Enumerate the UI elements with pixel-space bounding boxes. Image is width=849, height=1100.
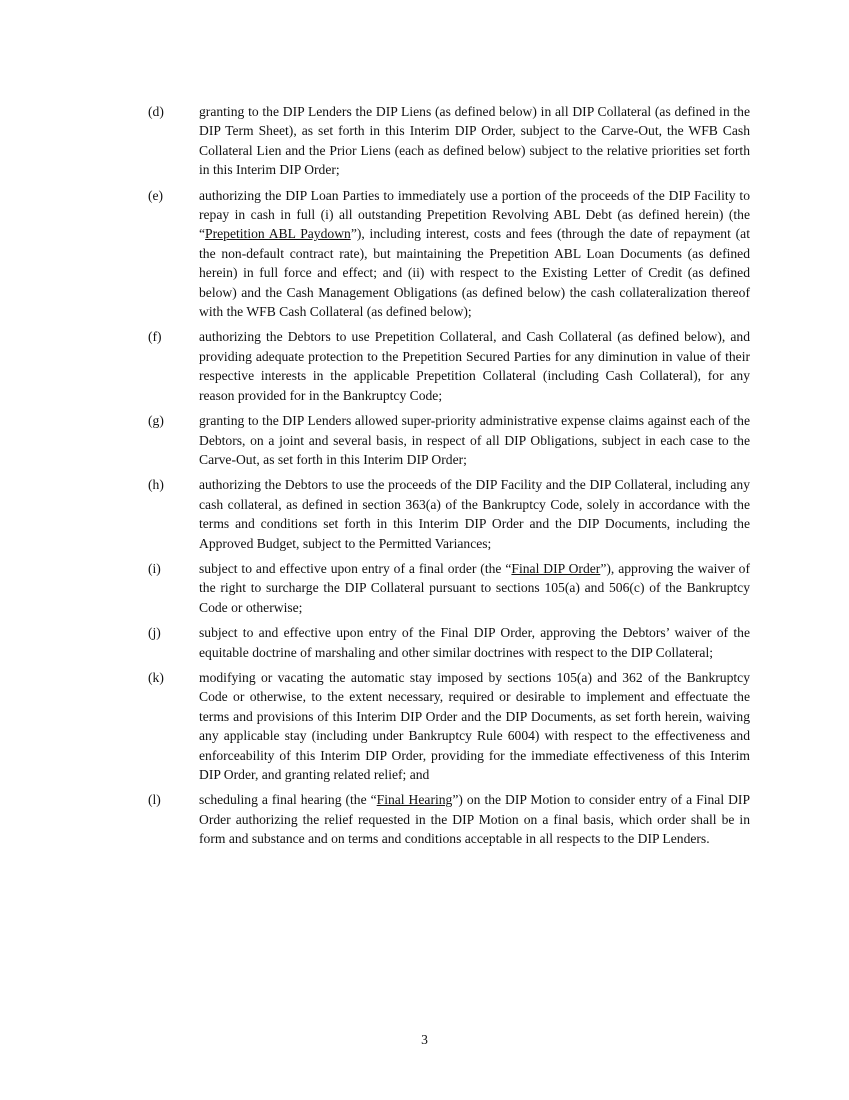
item-text: granting to the DIP Lenders the DIP Liens (as defined below) in all DIP Collateral (as defined in the DIP Term Sheet), as set forth in this Interim DIP Order, subject to the Carve-Out, the WFB Cash Collateral Lien and the Prior Liens (each as defined below) subject to the relative priorities set forth in this Interim DIP Order; (199, 104, 750, 178)
item-text: authorizing the Debtors to use Prepetition Collateral, and Cash Collateral (as defined below), and providing adequate protection to the Prepetition Secured Parties for any diminution in value of their respective interests in the applicable Prepetition Collateral (including Cash Collateral), for any reason provided for in the Bankruptcy Code; (199, 329, 750, 403)
defined-term: Prepetition ABL Paydown (205, 226, 351, 242)
item-text (199, 559, 750, 617)
list-item-e (148, 186, 750, 322)
defined-term: Final Hearing (376, 792, 453, 808)
item-label: (d) (148, 104, 164, 119)
item-label: (g) (148, 413, 164, 429)
item-text (199, 790, 750, 848)
list-item-f (148, 327, 750, 405)
item-label: (h) (148, 477, 164, 493)
item-text: authorizing the Debtors to use the proceeds of the DIP Facility and the DIP Collateral, including any cash collateral, as defined in section 363(a) of the Bankruptcy Code, solely in accordance with the terms and conditions set forth in this Interim DIP Order and the DIP Documents, including the Approved Budget, subject to the Permitted Variances; (199, 477, 750, 551)
item-text: granting to the DIP Lenders allowed super-priority administrative expense claims against each of the Debtors, on a joint and several basis, in respect of all DIP Obligations, subject in each case to the Carve-Out, as set forth in this Interim DIP Order; (199, 413, 750, 467)
item-label: (l) (148, 792, 161, 808)
list-item-j (148, 623, 750, 662)
list-item-d (148, 102, 750, 180)
list-item-h (148, 475, 750, 553)
item-text-part: ”), including interest, costs and fees (through the date of repayment (at the non-default contract rate), but maintaining the Prepetition ABL Loan Documents (as defined herein) in full force and effect; and (ii) with respect to the Existing Letter of Credit (as defined below) and the Cash Management Obligations (as defined below) the cash collateralization thereof with the WFB Cash Collateral (as defined below); (199, 226, 750, 320)
item-text-part: subject to and effective upon entry of a final order (the “ (199, 560, 512, 576)
item-text (199, 186, 750, 322)
page-number: 3 (421, 1032, 428, 1047)
list-item-g (148, 411, 750, 469)
item-text-part: ”), approving the waiver of the right to surcharge the DIP Collateral pursuant to sections 105(a) and 506(c) of the Bankruptcy Code or otherwise; (199, 560, 751, 615)
item-label: (j) (148, 625, 161, 641)
item-text-part: ”) on the DIP Motion to consider entry of a Final DIP Order authorizing the relief requested in the DIP Motion on a final basis, which order shall be in form and substance and on terms and conditions acceptable in all respects to the DIP Lenders. (199, 792, 750, 847)
defined-term: Final DIP Order (511, 560, 601, 576)
list-item-i (148, 559, 750, 617)
item-text-part: scheduling a final hearing (the “ (199, 792, 377, 808)
item-label: (k) (148, 669, 164, 685)
item-label: (f) (148, 329, 162, 345)
item-text: modifying or vacating the automatic stay imposed by sections 105(a) and 362 of the Bankruptcy Code or otherwise, to the extent necessary, required or desirable to implement and effectuate the terms and provisions of this Interim DIP Order and the DIP Documents, as set forth herein, waiving any applicable stay (including under Bankruptcy Rule 6004) with respect to the effectiveness and enforceability of this Interim DIP Order, providing for the immediate effectiveness of this Interim DIP Order, and granting related relief; and (199, 669, 750, 782)
item-label: (i) (148, 560, 161, 576)
list-item-k (148, 668, 750, 784)
item-label: (e) (148, 187, 164, 203)
relief-list (148, 102, 750, 855)
item-text: subject to and effective upon entry of the Final DIP Order, approving the Debtors’ waiver of the equitable doctrine of marshaling and other similar doctrines with respect to the DIP Collateral; (199, 625, 750, 660)
item-text-part: authorizing the DIP Loan Parties to immediately use a portion of the proceeds of the DIP Facility to repay in cash in full (i) all outstanding Prepetition Revolving ABL Debt (as defined herein) (the “ (199, 187, 750, 242)
list-item-l (148, 790, 750, 848)
